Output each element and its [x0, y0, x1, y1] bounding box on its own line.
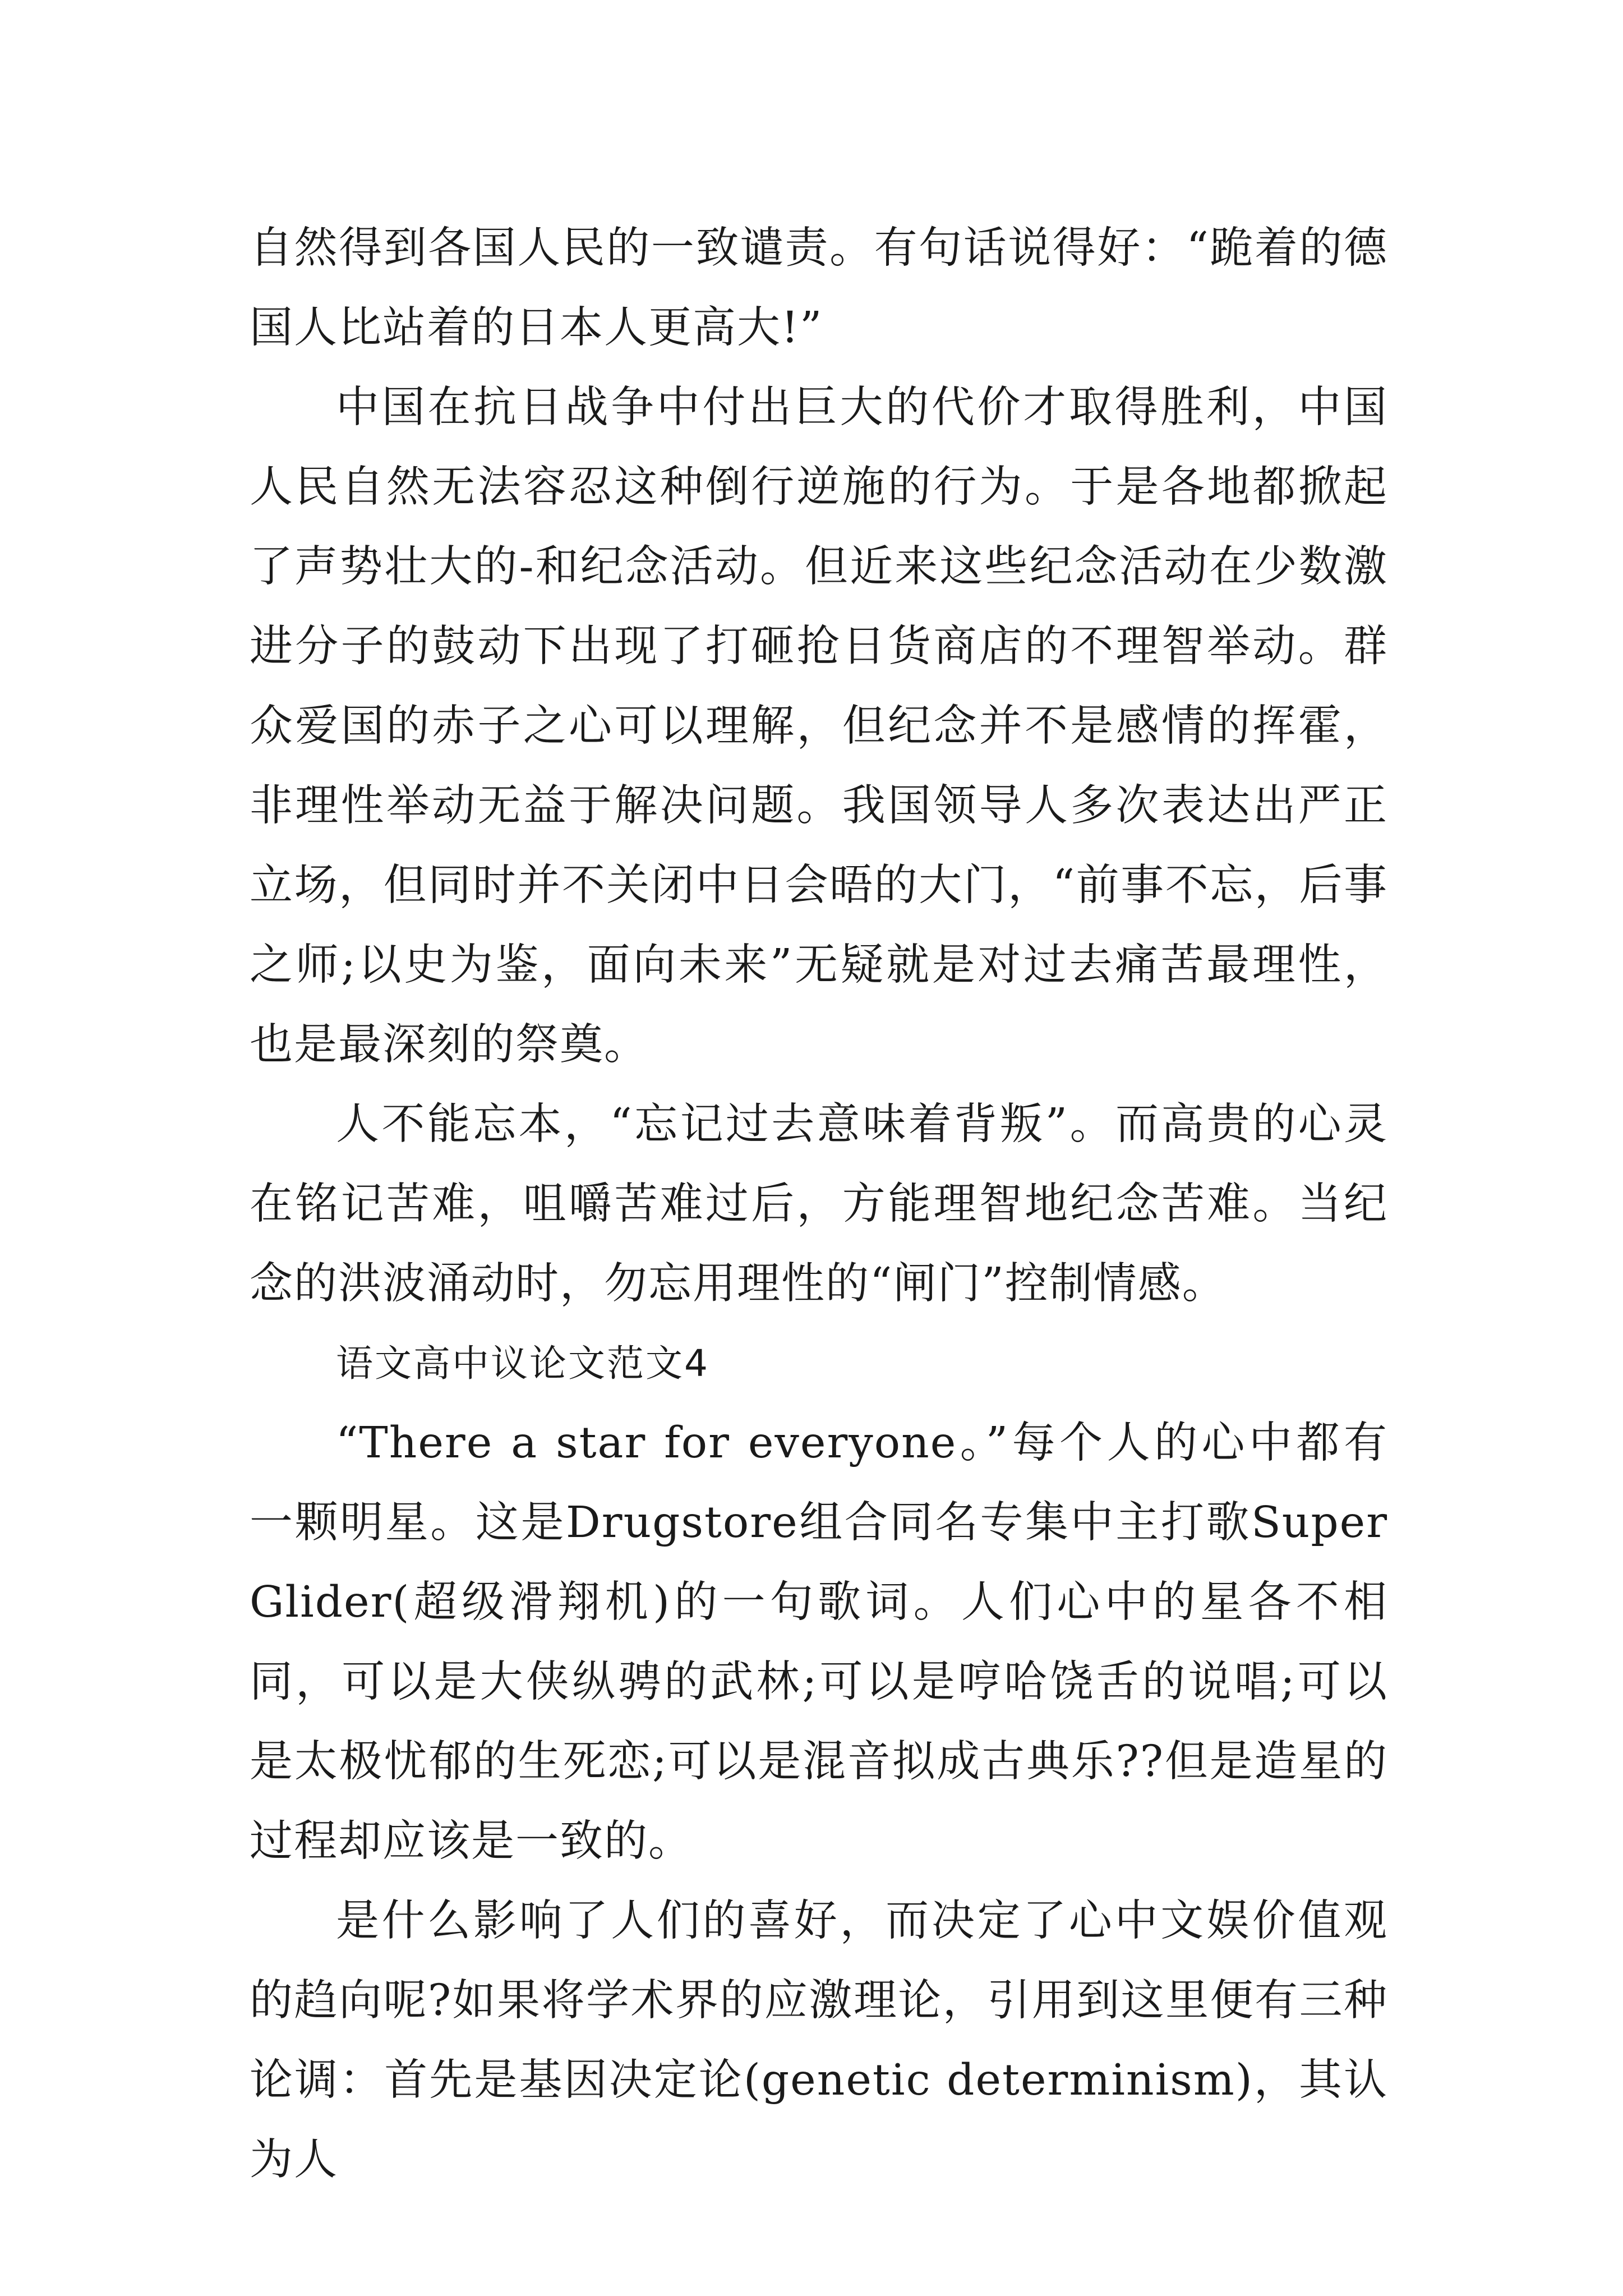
paragraph: “There a star for everyone。”每个人的心中都有一颗明星。这是Drugstore组合同名专集中主打歌Super Glider(超级滑翔机)的一句歌词。人们心中的星各不相同，可以是大侠纵骋的武林;可以是哼哈饶舌的说唱;可以是太极忧郁的生死恋;可以是混音拟成古典乐??但是造星的过程却应该是一致的。	[250, 1418, 1388, 1866]
document-body	[250, 209, 1388, 2200]
paragraph-continuation: 自然得到各国人民的一致谴责。有句话说得好：“跪着的德国人比站着的日本人更高大!”	[250, 223, 1388, 353]
paragraph: 是什么影响了人们的喜好，而决定了心中文娱价值观的趋向呢?如果将学术界的应激理论，引用到这里便有三种论调：首先是基因决定论(genetic determinism)，其认为人	[250, 1896, 1388, 2185]
paragraph: 中国在抗日战争中付出巨大的代价才取得胜利，中国人民自然无法容忍这种倒行逆施的行为。于是各地都掀起了声势壮大的-和纪念活动。但近来这些纪念活动在少数激进分子的鼓动下出现了打砸抢日货商店的不理智举动。群众爱国的赤子之心可以理解，但纪念并不是感情的挥霍，非理性举动无益于解决问题。我国领导人多次表达出严正立场，但同时并不关闭中日会晤的大门，“前事不忘，后事之师;以史为鉴，面向未来”无疑就是对过去痛苦最理性，也是最深刻的祭奠。	[250, 383, 1388, 1070]
paragraph: 人不能忘本，“忘记过去意味着背叛”。而高贵的心灵在铭记苦难，咀嚼苦难过后，方能理智地纪念苦难。当纪念的洪波涌动时，勿忘用理性的“闸门”控制情感。	[250, 1099, 1388, 1309]
section-heading: 语文高中议论文范文4	[336, 1342, 709, 1385]
